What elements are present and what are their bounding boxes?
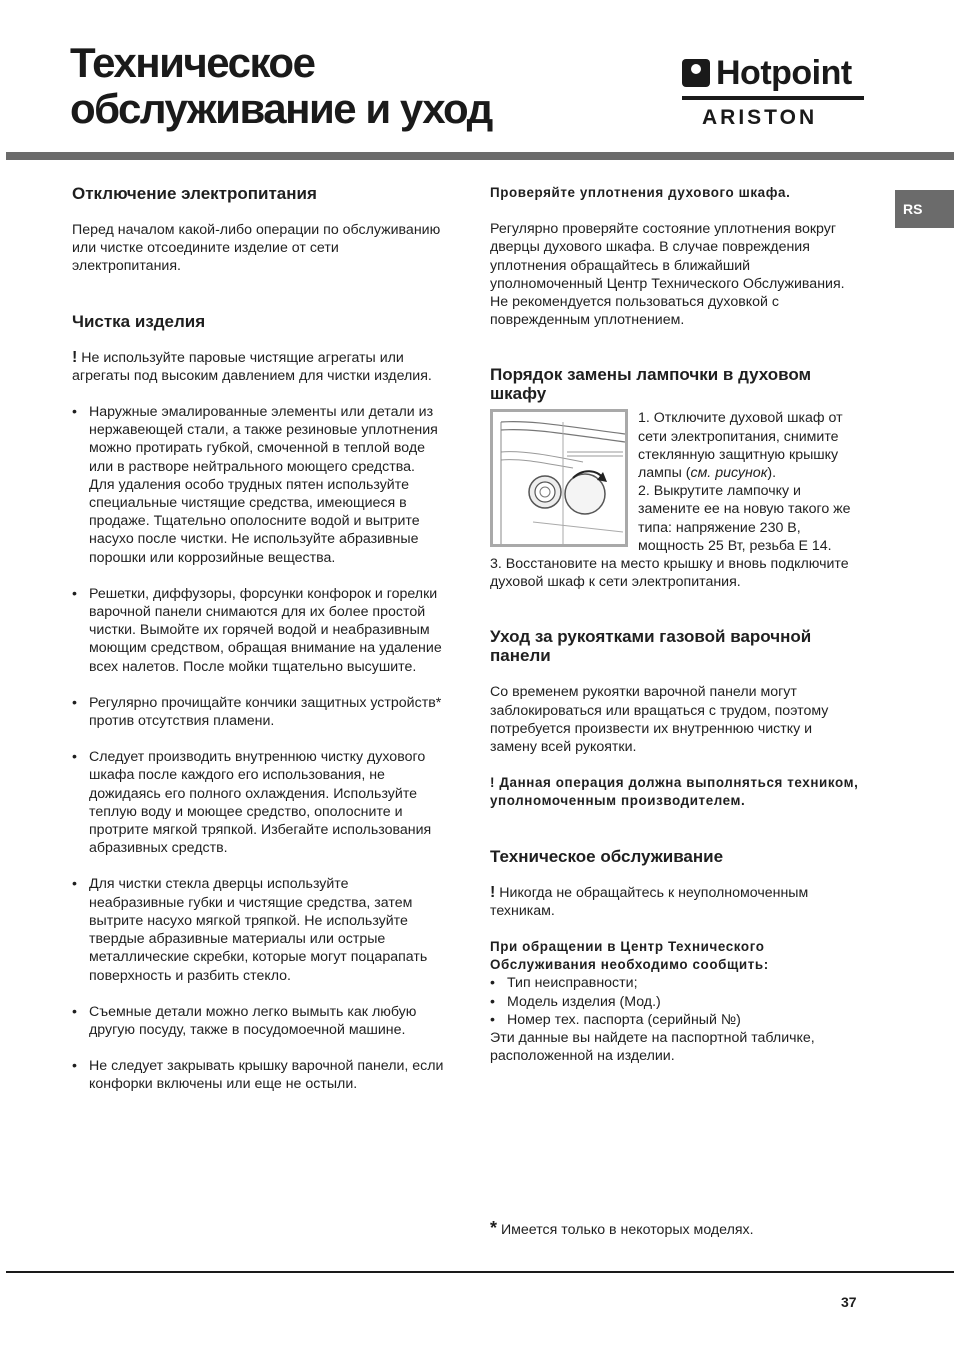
logo-brand-name: Hotpoint xyxy=(716,54,852,92)
cleaning-list xyxy=(72,403,444,1094)
section-title-seals: Проверяйте уплотнения духового шкафа. xyxy=(490,185,791,200)
lamp-step-1-end: ). xyxy=(767,465,777,482)
list-item: • Номер тех. паспорта (серийный №) xyxy=(490,1011,862,1029)
knobs-text: Со временем рукоятки варочной панели могут заблокироваться или вращаться с трудом, поэтому потребуется произвести их внутреннюю чистку и замену всей рукоятки. xyxy=(490,684,829,756)
section-title-cleaning: Чистка изделия xyxy=(72,311,206,331)
page-title-line1: Техническое xyxy=(70,39,315,86)
lamp-illustration xyxy=(490,409,628,547)
list-item: • Съемные детали можно легко вымыть как любую другую посуду, также в посудомоечной машине. xyxy=(72,1003,444,1039)
page-title-line2: обслуживание и уход xyxy=(70,85,492,132)
oven-lamp-icon xyxy=(493,412,625,544)
seals-text: Регулярно проверяйте состояние уплотнения вокруг дверцы духового шкафа. В случае повреждения уплотнения обращайтесь в ближайший уполномоченный Центр Технического Обслуживания. Не рекомендуется пользоваться духовкой с поврежденным уплотнением. xyxy=(490,221,845,329)
header-rule xyxy=(6,152,954,160)
footnote-text: Имеется только в некоторых моделях. xyxy=(497,1222,754,1238)
brand-logo xyxy=(682,54,864,132)
knobs-warning: ! Данная операция должна выполняться техником, уполномоченным производителем. xyxy=(490,775,859,809)
list-item: • Регулярно прочищайте кончики защитных устройств* против отсутствия пламени. xyxy=(72,694,444,730)
list-item: • Тип неисправности; xyxy=(490,974,862,992)
right-column xyxy=(490,184,862,1066)
logo-brand xyxy=(682,54,852,92)
power-off-text: Перед началом какой-либо операции по обслуживанию или чистке отсоедините изделие от сети электропитания. xyxy=(72,222,441,275)
section-title-lamp: Порядок замены лампочки в духовом шкафу xyxy=(490,365,812,404)
lamp-instructions xyxy=(490,409,862,591)
list-item: • Наружные эмалированные элементы или детали из нержавеющей стали, а также резиновые уплотнения можно протирать губкой, смоченной в теплой воде или в растворе нейтрального моющего средства. Для удаления особо трудных пятен используйте специальные чистящие средства, имеющиеся в продаже. Тщательно ополосните водой и вытрите насухо после чистки. Не используйте абразивные порошки или коррозийные вещества. xyxy=(72,403,444,567)
footnote-mark: * xyxy=(490,1218,498,1238)
service-info-heading: При обращении в Центр Технического Обслуживания необходимо сообщить: xyxy=(490,939,769,973)
logo-subbrand: ARISTON xyxy=(702,106,818,129)
section-title-power-off: Отключение электропитания xyxy=(72,184,317,203)
list-item: • Для чистки стекла дверцы используйте неабразивные губки и чистящие средства, затем вытрите насухо мягкой тряпкой. Не используйте твердые абразивные материалы или острые металлические скребки, которые могут поцарапать поверхность и разбить стекло. xyxy=(72,875,444,984)
left-column xyxy=(72,184,444,1094)
warning-mark: ! xyxy=(490,883,496,901)
lamp-step-2: 2. Выкрутите лампочку и замените ее на новую такого же типа: напряжение 230 В, мощность 25 Вт, резьба Е 14. xyxy=(638,483,851,554)
lamp-step-3: 3. Восстановите на место крышку и вновь подключите духовой шкаф к сети электропитания. xyxy=(490,556,849,591)
lamp-step-1-text: 1. Отключите духовой шкаф от сети электропитания, снимите стеклянную защитную крышку лампы ( xyxy=(638,410,843,482)
page-number: 37 xyxy=(841,1294,857,1310)
warning-mark: ! xyxy=(72,348,78,366)
footer-rule xyxy=(6,1271,954,1273)
logo-divider xyxy=(682,96,864,100)
logo-mark-icon xyxy=(682,59,710,87)
section-title-service: Техническое обслуживание xyxy=(490,846,724,866)
cleaning-warning xyxy=(72,349,444,385)
list-item: • Следует производить внутреннюю чистку духового шкафа после каждого его использования, не дожидаясь его полного охлаждения. Используйте теплую воду и моющее средство, ополосните и протрите мягкой тряпкой. Избегайте использования абразивных средств. xyxy=(72,748,444,857)
lamp-step-1-ref: см. рисунок xyxy=(690,465,768,482)
list-item: • Модель изделия (Мод.) xyxy=(490,993,862,1011)
list-item: • Не следует закрывать крышку варочной панели, если конфорки включены или еще не остыли. xyxy=(72,1057,444,1093)
service-note: Эти данные вы найдете на паспортной табличке, расположенной на изделии. xyxy=(490,1030,815,1065)
section-title-knobs: Уход за рукоятками газовой варочной панели xyxy=(490,627,812,666)
cleaning-warning-text: Не используйте паровые чистящие агрегаты или агрегаты под высоким давлением для чистки изделия. xyxy=(72,349,432,384)
service-warning xyxy=(490,884,862,920)
service-info-list xyxy=(490,974,862,1029)
language-tab: RS xyxy=(895,190,954,228)
list-item: • Решетки, диффузоры, форсунки конфорок и горелки варочной панели снимаются для их более простой чистки. Вымойте их горячей водой и неабразивным моющим средством, обращая внимание на удаление всех налетов. После мойки тщательно высушите. xyxy=(72,585,444,676)
service-warning-text: Никогда не обращайтесь к неуполномоченным техникам. xyxy=(490,884,809,919)
page-title xyxy=(70,40,492,132)
footnote xyxy=(490,1219,754,1239)
